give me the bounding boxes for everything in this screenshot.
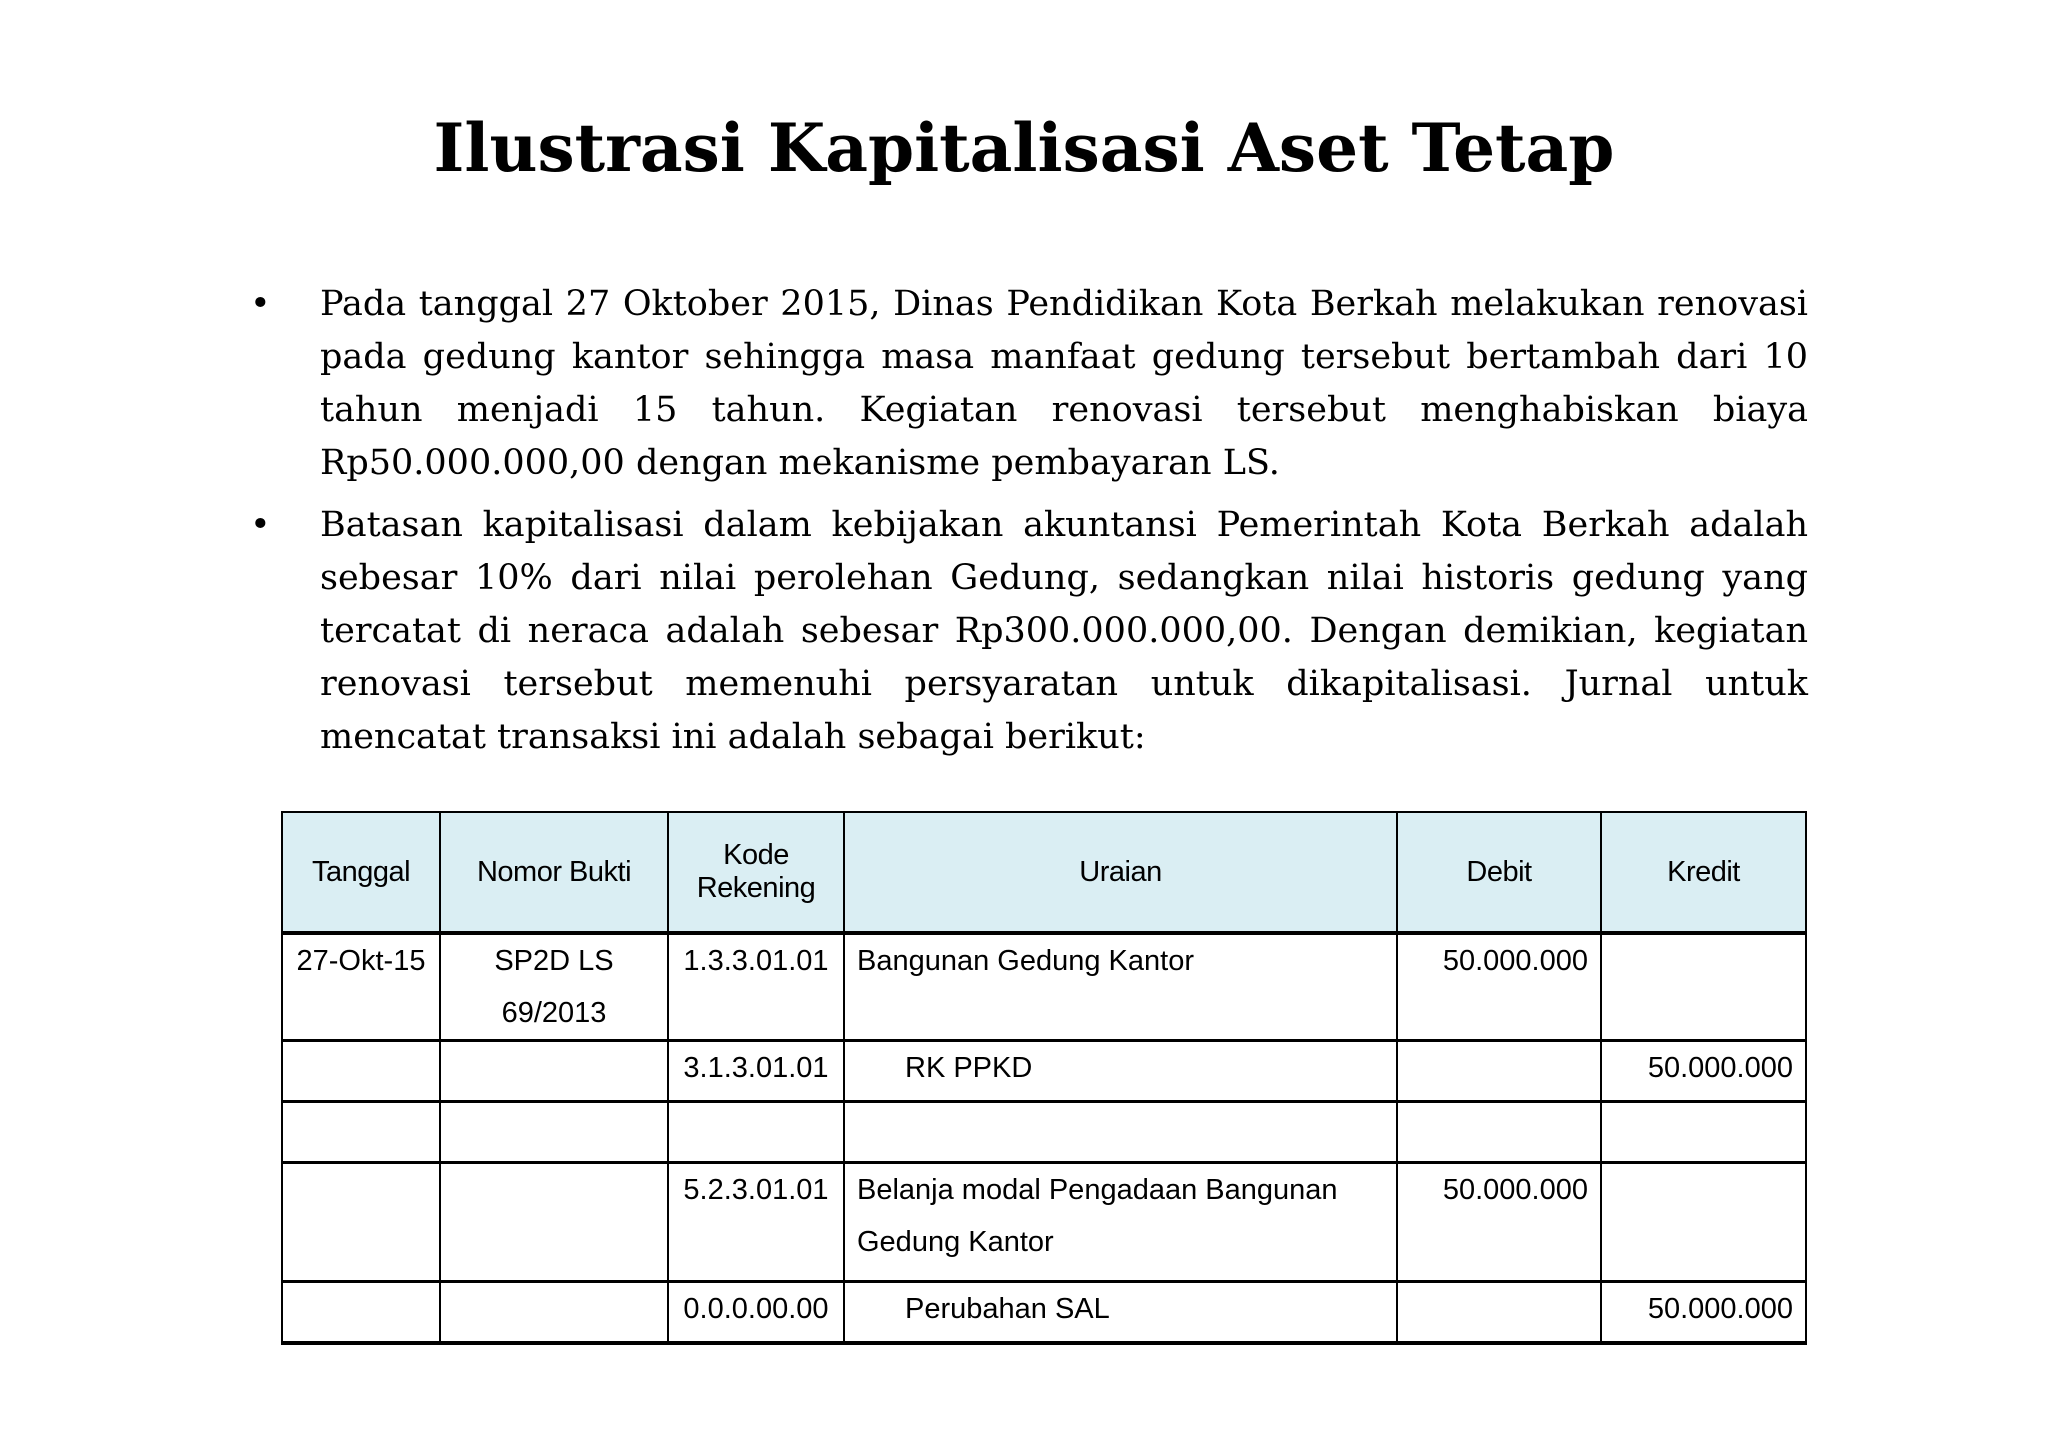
cell-nomor-bukti <box>440 1163 668 1282</box>
cell-debit <box>1397 1282 1601 1344</box>
table-row <box>282 933 1806 1041</box>
table-header-row <box>282 812 1806 933</box>
header-nomor-bukti: Nomor Bukti <box>440 812 668 933</box>
cell-debit <box>1397 1102 1601 1163</box>
cell-kode-rekening <box>668 1102 844 1163</box>
cell-kode-rekening: 3.1.3.01.01 <box>668 1041 844 1102</box>
bullet-list <box>240 278 1808 773</box>
cell-kredit <box>1601 1102 1806 1163</box>
header-debit: Debit <box>1397 812 1601 933</box>
table-row <box>282 1102 1806 1163</box>
cell-tanggal <box>282 1163 440 1282</box>
cell-tanggal <box>282 1102 440 1163</box>
table-row <box>282 1041 1806 1102</box>
cell-debit: 50.000.000 <box>1397 1163 1601 1282</box>
cell-kredit: 50.000.000 <box>1601 1282 1806 1344</box>
slide-title: Ilustrasi Kapitalisasi Aset Tetap <box>433 109 1615 187</box>
cell-nomor-bukti: SP2D LS 69/2013 <box>440 933 668 1041</box>
cell-kode-rekening: 1.3.3.01.01 <box>668 933 844 1041</box>
cell-debit <box>1397 1041 1601 1102</box>
header-uraian: Uraian <box>844 812 1397 933</box>
cell-uraian: Perubahan SAL <box>844 1282 1397 1344</box>
cell-kode-rekening: 5.2.3.01.01 <box>668 1163 844 1282</box>
table-row <box>282 1282 1806 1344</box>
cell-tanggal <box>282 1041 440 1102</box>
cell-nomor-bukti <box>440 1041 668 1102</box>
cell-uraian: RK PPKD <box>844 1041 1397 1102</box>
header-kode-rekening: Kode Rekening <box>668 812 844 933</box>
table-row <box>282 1163 1806 1282</box>
cell-kredit: 50.000.000 <box>1601 1041 1806 1102</box>
journal-table <box>281 811 1807 1345</box>
cell-nomor-bukti <box>440 1282 668 1344</box>
cell-tanggal <box>282 1282 440 1344</box>
bullet-icon: • <box>250 284 271 324</box>
cell-nomor-bukti <box>440 1102 668 1163</box>
cell-tanggal: 27-Okt-15 <box>282 933 440 1041</box>
cell-uraian: Belanja modal Pengadaan Bangunan Gedung Kantor <box>844 1163 1397 1282</box>
cell-kredit <box>1601 1163 1806 1282</box>
bullet-item <box>240 499 1808 764</box>
header-kredit: Kredit <box>1601 812 1806 933</box>
cell-debit: 50.000.000 <box>1397 933 1601 1041</box>
bullet-text: Batasan kapitalisasi dalam kebijakan akuntansi Pemerintah Kota Berkah adalah sebesar 10% dari nilai perolehan Gedung, sedangkan nilai historis gedung yang tercatat di neraca adalah sebesar Rp300.000.000,00. Dengan demikian, kegiatan renovasi tersebut memenuhi persyaratan untuk dikapitalisasi. Jurnal untuk mencatat transaksi ini adalah sebagai berikut: <box>320 505 1808 757</box>
bullet-icon: • <box>250 505 271 545</box>
cell-kode-rekening: 0.0.0.00.00 <box>668 1282 844 1344</box>
cell-kredit <box>1601 933 1806 1041</box>
cell-uraian <box>844 1102 1397 1163</box>
bullet-item <box>240 278 1808 490</box>
header-tanggal: Tanggal <box>282 812 440 933</box>
bullet-text: Pada tanggal 27 Oktober 2015, Dinas Pendidikan Kota Berkah melakukan renovasi pada gedung kantor sehingga masa manfaat gedung tersebut bertambah dari 10 tahun menjadi 15 tahun. Kegiatan renovasi tersebut menghabiskan biaya Rp50.000.000,00 dengan mekanisme pembayaran LS. <box>320 284 1808 483</box>
cell-uraian: Bangunan Gedung Kantor <box>844 933 1397 1041</box>
